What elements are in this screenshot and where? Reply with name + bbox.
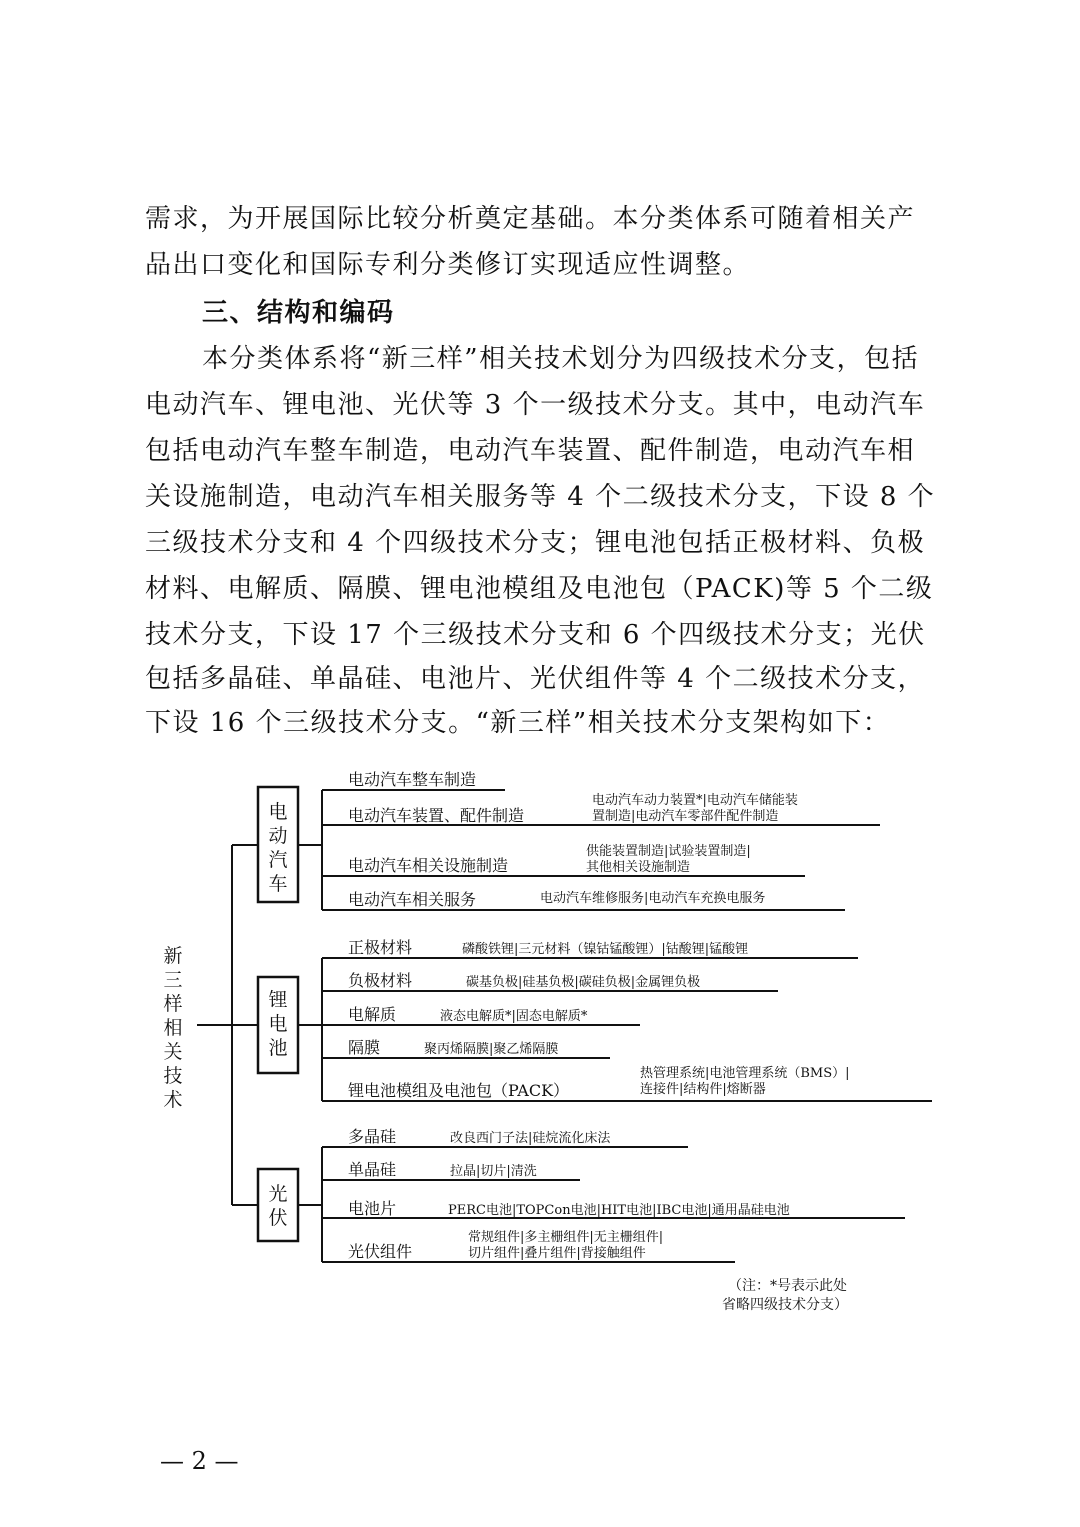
ev-branch-services-detail: 电动汽车维修服务|电动汽车充换电服务 <box>540 891 766 906</box>
li-label-char: 电 <box>268 1013 288 1035</box>
paragraph-line: 下设 16 个三级技术分支。“新三样”相关技术分支架构如下： <box>145 708 891 738</box>
ev-label-char: 电 <box>268 801 288 823</box>
paragraph-line: 关设施制造，电动汽车相关服务等 4 个二级技术分支，下设 8 个 <box>145 482 936 512</box>
pv-branch-monosilicon: 单晶硅 <box>348 1160 397 1179</box>
root-char: 新 <box>163 945 183 967</box>
pv-branch-polysilicon: 多晶硅 <box>348 1127 397 1146</box>
page-number: — 2 — <box>160 1447 239 1475</box>
ev-branch-facilities-detail: 供能装置制造|试验装置制造| <box>586 844 751 859</box>
li-branch-electrolyte-detail: 液态电解质*|固态电解质* <box>440 1009 588 1024</box>
diagram-note: 省略四级技术分支） <box>722 1297 848 1313</box>
ev-branch-facilities: 电动汽车相关设施制造 <box>348 856 509 875</box>
paragraph-line: 需求，为开展国际比较分析奠定基础。本分类体系可随着相关产 <box>145 204 916 234</box>
ev-branch-vehicle: 电动汽车整车制造 <box>348 770 477 789</box>
paragraph-line: 材料、电解质、隔膜、锂电池模组及电池包（PACK)等 5 个二级 <box>145 574 934 604</box>
ev-branch-devices-detail: 电动汽车动力装置*|电动汽车储能装 <box>592 793 798 808</box>
li-branch-electrolyte: 电解质 <box>348 1005 397 1024</box>
pv-branch-module-detail: 切片组件|叠片组件|背接触组件 <box>468 1246 646 1261</box>
li-branch-pack-detail: 热管理系统|电池管理系统（BMS）| <box>640 1066 850 1081</box>
li-branch-separator: 隔膜 <box>348 1038 381 1057</box>
paragraph-line: 技术分支，下设 17 个三级技术分支和 6 个四级技术分支；光伏 <box>145 620 926 650</box>
li-branch-separator-detail: 聚丙烯隔膜|聚乙烯隔膜 <box>424 1042 559 1057</box>
root-char: 技 <box>163 1065 183 1087</box>
root-char: 相 <box>163 1017 183 1039</box>
ev-branch-devices: 电动汽车装置、配件制造 <box>348 806 525 825</box>
pv-branch-module-detail: 常规组件|多主栅组件|无主栅组件| <box>468 1230 664 1245</box>
root-char: 样 <box>163 993 183 1015</box>
pv-label-char: 光 <box>268 1183 288 1205</box>
li-label-char: 锂 <box>268 989 288 1011</box>
root-char: 三 <box>163 969 183 991</box>
pv-branch-polysilicon-detail: 改良西门子法|硅烷流化床法 <box>450 1131 611 1146</box>
li-branch-pack-detail: 连接件|结构件|熔断器 <box>640 1082 766 1097</box>
li-branch-cathode-detail: 磷酸铁锂|三元材料（镍钴锰酸锂）|钴酸锂|锰酸锂 <box>462 942 749 957</box>
ev-label-char: 动 <box>268 825 288 847</box>
li-branch-cathode: 正极材料 <box>348 938 413 957</box>
li-label-char: 池 <box>268 1037 288 1059</box>
section-heading: 三、结构和编码 <box>202 298 395 328</box>
ev-branch-services: 电动汽车相关服务 <box>348 890 477 909</box>
pv-branch-cell: 电池片 <box>348 1199 397 1218</box>
paragraph-line: 本分类体系将“新三样”相关技术划分为四级技术分支，包括 <box>202 344 920 374</box>
pv-label-char: 伏 <box>268 1207 288 1229</box>
ev-label-char: 车 <box>268 873 288 895</box>
ev-branch-devices-detail: 置制造|电动汽车零部件配件制造 <box>592 809 779 824</box>
paragraph-line: 包括电动汽车整车制造，电动汽车装置、配件制造，电动汽车相 <box>145 436 916 466</box>
diagram-note: （注：*号表示此处 <box>728 1278 847 1294</box>
li-branch-pack: 锂电池模组及电池包（PACK） <box>348 1081 570 1100</box>
root-char: 术 <box>163 1089 183 1111</box>
paragraph-line: 三级技术分支和 4 个四级技术分支；锂电池包括正极材料、负极 <box>145 528 926 558</box>
paragraph-line: 品出口变化和国际专利分类修订实现适应性调整。 <box>145 250 751 280</box>
paragraph-line: 电动汽车、锂电池、光伏等 3 个一级技术分支。其中，电动汽车 <box>145 390 926 420</box>
ev-branch-facilities-detail: 其他相关设施制造 <box>586 860 691 875</box>
li-branch-anode: 负极材料 <box>348 971 413 990</box>
pv-branch-module: 光伏组件 <box>348 1242 413 1261</box>
root-char: 关 <box>163 1041 183 1063</box>
ev-label-char: 汽 <box>268 849 288 871</box>
li-branch-anode-detail: 碳基负极|硅基负极|碳硅负极|金属锂负极 <box>466 975 701 990</box>
pv-branch-monosilicon-detail: 拉晶|切片|清洗 <box>450 1164 537 1179</box>
pv-branch-cell-detail: PERC电池|TOPCon电池|HIT电池|IBC电池|通用晶硅电池 <box>448 1203 790 1218</box>
paragraph-line: 包括多晶硅、单晶硅、电池片、光伏组件等 4 个二级技术分支， <box>145 664 926 694</box>
